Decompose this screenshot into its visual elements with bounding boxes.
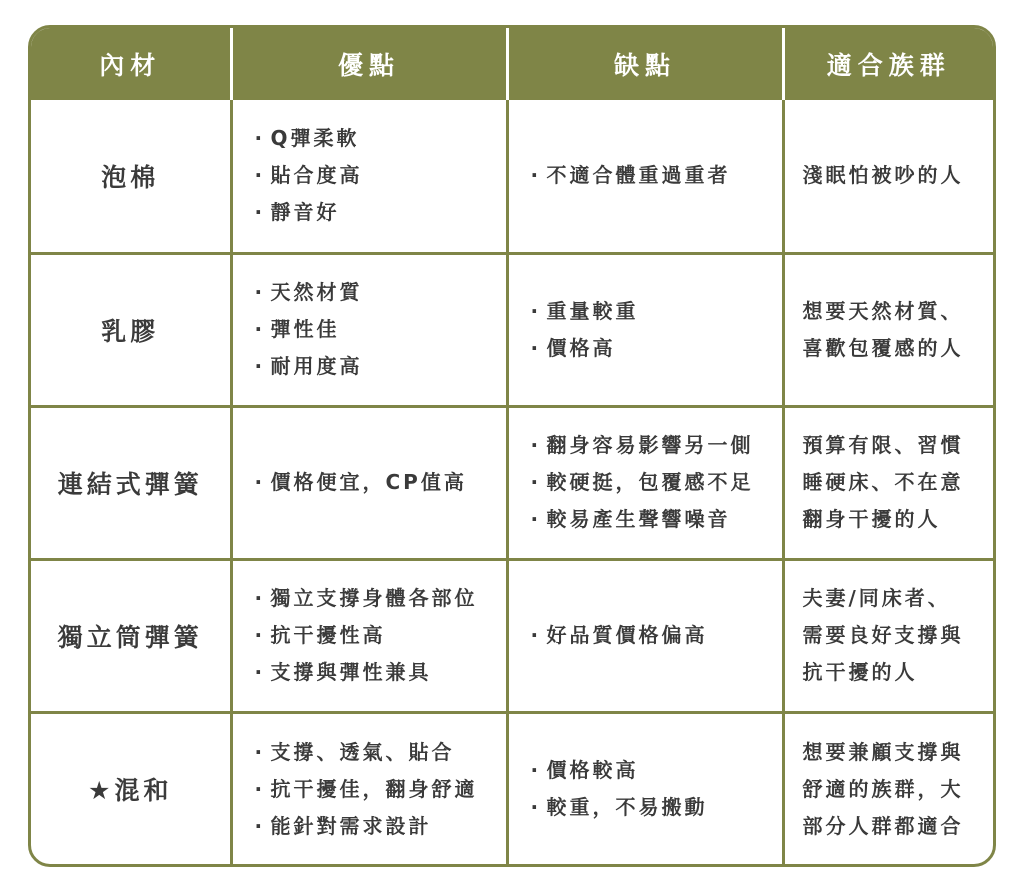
suitable-group-line: 預算有限、習慣: [802, 433, 964, 457]
bullet-icon: ·: [254, 163, 266, 188]
cons-item-text: 不適合體重過重者: [546, 163, 731, 188]
header-material: 內材: [31, 28, 231, 100]
list-item: [255, 348, 506, 385]
header-suitable-group: 適合族群: [783, 28, 993, 100]
cons-item-text: 價格較高: [546, 758, 639, 783]
suitable-group-line: 翻身干擾的人: [802, 507, 941, 531]
bullet-icon: ·: [254, 586, 266, 610]
list-item: [255, 311, 506, 348]
pros-item-text: 支撐與彈性兼具: [270, 660, 432, 684]
cons-list: [509, 293, 782, 367]
bullet-icon: ·: [254, 317, 266, 341]
list-item: [531, 752, 782, 789]
table-row: [31, 100, 993, 253]
pros-item-text: 價格便宜，CP值高: [270, 470, 467, 494]
list-item: [255, 274, 506, 311]
bullet-icon: ·: [254, 126, 266, 151]
material-cell: 泡棉: [31, 100, 231, 253]
cons-cell: [507, 100, 783, 253]
cons-item-text: 好品質價格偏高: [546, 623, 708, 647]
list-item: [255, 734, 506, 771]
mattress-material-table: [31, 28, 993, 865]
material-cell: 乳膠: [31, 253, 231, 406]
list-item: [255, 617, 506, 654]
pros-list: [233, 464, 506, 501]
cons-list: [509, 427, 782, 538]
pros-list: [233, 120, 506, 231]
material-cell: ★混和: [31, 712, 231, 865]
suitable-group-cell: [783, 712, 993, 865]
pros-item-text: 彈性佳: [270, 317, 340, 341]
bullet-icon: ·: [530, 298, 542, 323]
pros-item-text: 支撐、透氣、貼合: [270, 739, 455, 764]
list-item: [255, 580, 506, 617]
pros-item-text: 耐用度高: [270, 354, 363, 378]
material-cell: 連結式彈簧: [31, 406, 231, 559]
suitable-group-cell: [783, 253, 993, 406]
suitable-group-cell: [783, 406, 993, 559]
bullet-icon: ·: [254, 813, 266, 838]
suitable-group-line: 想要兼顧支撐與: [802, 739, 964, 764]
list-item: [531, 157, 782, 194]
header-row: [31, 28, 993, 100]
bullet-icon: ·: [254, 200, 266, 225]
list-item: [255, 120, 506, 157]
list-item: [255, 157, 506, 194]
list-item: [531, 501, 782, 538]
bullet-icon: ·: [530, 623, 542, 647]
cons-list: [509, 752, 782, 826]
bullet-icon: ·: [530, 163, 542, 188]
pros-cell: [231, 100, 507, 253]
suitable-group-line: 睡硬床、不在意: [802, 470, 964, 494]
pros-item-text: 抗干擾佳，翻身舒適: [270, 776, 478, 801]
bullet-icon: ·: [530, 795, 542, 820]
bullet-icon: ·: [530, 335, 542, 360]
table-row: [31, 406, 993, 559]
bullet-icon: ·: [254, 776, 266, 801]
list-item: [255, 771, 506, 808]
cons-list: [509, 157, 782, 194]
pros-cell: [231, 712, 507, 865]
list-item: [531, 427, 782, 464]
cons-item-text: 翻身容易影響另一側: [546, 433, 754, 457]
bullet-icon: ·: [254, 280, 266, 304]
suitable-group-line: 需要良好支撐與: [802, 623, 964, 647]
pros-item-text: 天然材質: [270, 280, 363, 304]
suitable-group-line: 想要天然材質、: [802, 298, 964, 323]
cons-cell: [507, 559, 783, 712]
bullet-icon: ·: [254, 354, 266, 378]
bullet-icon: ·: [254, 470, 266, 494]
pros-list: [233, 274, 506, 385]
cons-item-text: 重量較重: [546, 298, 639, 323]
table-row: [31, 253, 993, 406]
pros-item-text: 靜音好: [270, 200, 340, 225]
bullet-icon: ·: [530, 758, 542, 783]
table-row: [31, 712, 993, 865]
pros-list: [233, 580, 506, 691]
list-item: [255, 654, 506, 691]
bullet-icon: ·: [530, 433, 542, 457]
cons-cell: [507, 712, 783, 865]
pros-item-text: 抗干擾性高: [270, 623, 386, 647]
cons-item-text: 較易產生聲響噪音: [546, 507, 731, 531]
pros-item-text: Q彈柔軟: [270, 126, 360, 151]
suitable-group-cell: [783, 100, 993, 253]
cons-item-text: 價格高: [546, 335, 616, 360]
header-pros: 優點: [231, 28, 507, 100]
header-cons: 缺點: [507, 28, 783, 100]
bullet-icon: ·: [254, 739, 266, 764]
table-row: [31, 559, 993, 712]
suitable-group-line: 夫妻/同床者、: [802, 586, 951, 610]
pros-cell: [231, 253, 507, 406]
material-cell: 獨立筒彈簧: [31, 559, 231, 712]
pros-cell: [231, 559, 507, 712]
list-item: [255, 464, 506, 501]
list-item: [531, 293, 782, 330]
list-item: [255, 808, 506, 845]
bullet-icon: ·: [254, 660, 266, 684]
pros-cell: [231, 406, 507, 559]
suitable-group-cell: [783, 559, 993, 712]
pros-item-text: 能針對需求設計: [270, 813, 432, 838]
suitable-group-line: 淺眠怕被吵的人: [802, 163, 964, 188]
pros-item-text: 貼合度高: [270, 163, 363, 188]
cons-item-text: 較重，不易搬動: [546, 795, 708, 820]
list-item: [531, 330, 782, 367]
bullet-icon: ·: [254, 623, 266, 647]
pros-item-text: 獨立支撐身體各部位: [270, 586, 478, 610]
list-item: [255, 194, 506, 231]
list-item: [531, 617, 782, 654]
cons-cell: [507, 406, 783, 559]
cons-cell: [507, 253, 783, 406]
comparison-table: [28, 25, 996, 867]
suitable-group-line: 喜歡包覆感的人: [802, 335, 964, 360]
bullet-icon: ·: [530, 470, 542, 494]
bullet-icon: ·: [530, 507, 542, 531]
suitable-group-line: 抗干擾的人: [802, 660, 918, 684]
list-item: [531, 789, 782, 826]
cons-list: [509, 617, 782, 654]
suitable-group-line: 部分人群都適合: [802, 813, 964, 838]
cons-item-text: 較硬挺，包覆感不足: [546, 470, 754, 494]
suitable-group-line: 舒適的族群，大: [802, 776, 964, 801]
pros-list: [233, 734, 506, 845]
list-item: [531, 464, 782, 501]
